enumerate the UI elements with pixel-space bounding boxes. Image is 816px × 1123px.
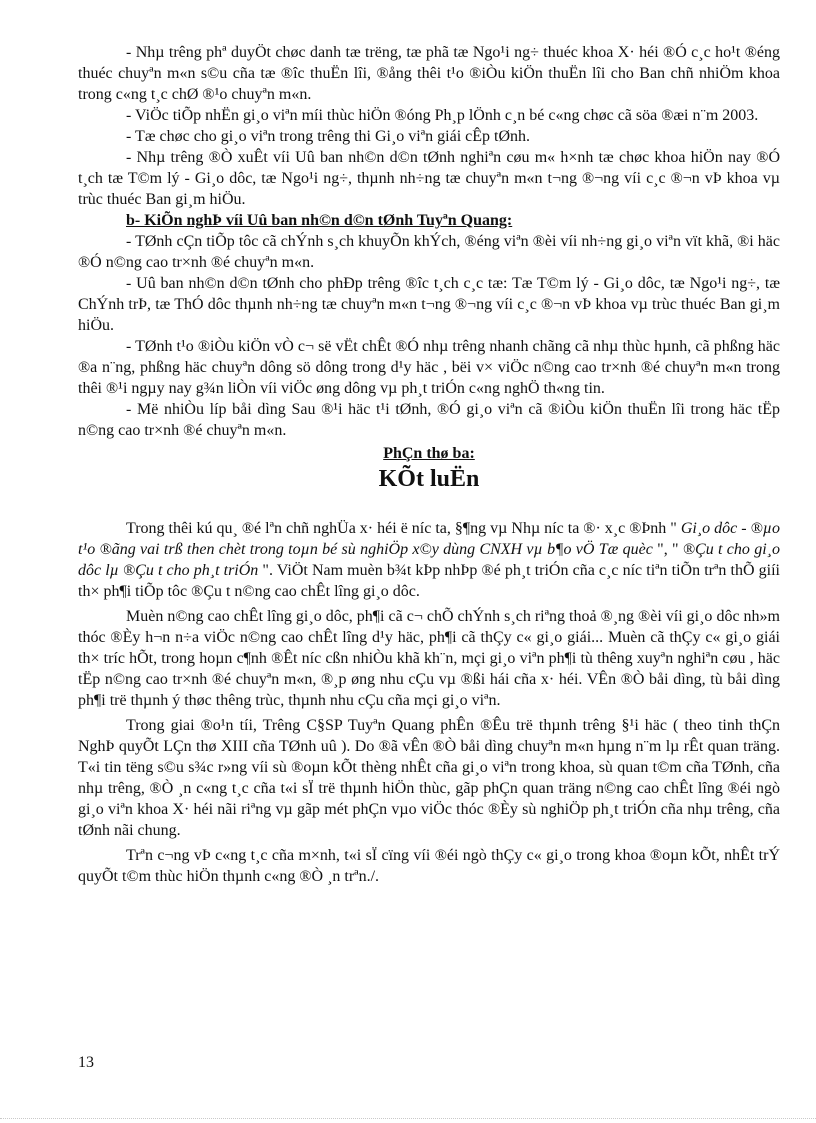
- quote-text: Gi¸o dôc - ®µo t¹o ®ãng vai trß then chèt trong toµn bé sù nghiÖp x©y dùng CNXH vµ b¶o vÖ Tæ quèc: [78, 520, 781, 558]
- paragraph: - Tæ chøc cho gi¸o viªn trong trêng thi Gi¸o viªn giái cÊp tØnh.: [126, 128, 531, 145]
- conclusion-paragraph: Trong giai ®o¹n tíi, Trêng C§SP Tuyªn Quang phÊn ®Êu trë thµnh trêng §¹i häc ( theo tinh thÇn NghÞ quyÕt LÇn thø XIII cña TØnh uû ). Do ®ã vÊn ®Ò båi dìng chuyªn m«n hµng n¨m lµ rÊt quan träng. T«i tin tëng s©u s¾c r»ng víi sù ®oµn kÕt thèng nhÊt cña gi¸o viªn trong khoa, sù quan t©m cña TØnh, cña nhµ trêng, ®Ò ¸n c«ng t¸c cña t«i sÏ trë thµnh hiÖn thùc, gãp phÇn quan träng n©ng cao chÊt lîng ®éi ngò gi¸o viªn khoa X· héi nãi riªng vµ gãp mét phÇn vµo viÖc thóc ®Èy sù nghiÖp ph¸t triÓn cña nhµ trêng, cña tØnh nãi chung.: [78, 717, 780, 839]
- conclusion-section: [78, 518, 780, 887]
- text-run: ". ViÖt Nam muèn b¾t kÞp nhÞp ®é ph¸t triÓn cña c¸c níc tiªn tiÕn trªn thÕ giíi th× ph¶i tiÕp tôc ®Çu t n©ng cao chÊt lîng gi¸o dôc.: [78, 562, 781, 600]
- paragraph: - Nhµ trêng phª duyÖt chøc danh tæ trëng, tæ phã tæ Ngo¹i ng÷ thuéc khoa X· héi ®Ó c¸c ho¹t ®éng thuéc chuyªn m«n s©u cña tæ ®îc thuËn lîi, ®ång thêi t¹o ®iÒu kiÖn thuËn lîi cho Ban chñ nhiÖm khoa trong c«ng t¸c chØ ®¹o chuyªn m«n.: [78, 44, 780, 103]
- page-number: 13: [78, 1054, 94, 1071]
- paragraph: - ViÖc tiÕp nhËn gi¸o viªn míi thùc hiÖn ®óng Ph¸p lÖnh c¸n bé c«ng chøc cã söa ®æi n¨m 2003.: [126, 107, 759, 124]
- paragraph: - Uû ban nh©n d©n tØnh cho phÐp trêng ®îc t¸ch c¸c tæ: Tæ T©m lý - Gi¸o dôc, tæ Ngo¹i ng÷, tæ ChÝnh trÞ, tæ ThÓ dôc thµnh nh÷ng tæ chuyªn m«n t¬ng ®¬ng víi c¸c ®¬n vÞ khoa vµ trùc thuéc Ban gi¸m hiÖu.: [78, 275, 780, 334]
- text-run: Trong thêi kú qu¸ ®é lªn chñ nghÜa x· héi ë níc ta, §¶ng vµ Nhµ níc ta ®· x¸c ®Þnh ": [126, 520, 681, 537]
- conclusion-paragraph: Trªn c¬ng vÞ c«ng t¸c cña m×nh, t«i sÏ cïng víi ®éi ngò thÇy c« gi¸o trong khoa ®oµn kÕt, nhÊt trÝ quyÕt t©m thùc hiÖn thµnh c«ng ®Ò ¸n trªn./.: [78, 847, 780, 885]
- part-title: KÕt luËn: [378, 466, 480, 492]
- paragraph: - TØnh cÇn tiÕp tôc cã chÝnh s¸ch khuyÕn khÝch, ®éng viªn ®èi víi nh÷ng gi¸o viªn vït khã, ®i häc ®Ó n©ng cao tr×nh ®é chuyªn m«n.: [78, 233, 780, 271]
- paragraph: - Nhµ trêng ®Ò xuÊt víi Uû ban nh©n d©n tØnh nghiªn cøu m« h×nh tæ chøc khoa hiÖn nay ®Ó t¸ch tæ T©m lý - Gi¸o dôc, tæ Ngo¹i ng÷, thµnh nh÷ng tæ chuyªn m«n t¬ng ®¬ng víi c¸c ®¬n vÞ khoa vµ trùc thuéc Ban gi¸m hiÖu.: [78, 149, 780, 208]
- section-subheading: b- KiÕn nghÞ víi Uû ban nh©n d©n tØnh Tuyªn Quang:: [126, 212, 513, 229]
- page-bottom-rule: [0, 1118, 816, 1119]
- part-label: PhÇn thø ba:: [383, 445, 475, 462]
- quote-text: ®Çu t cho gi¸o dôc lµ ®Çu t cho ph¸t triÓn: [78, 541, 780, 579]
- conclusion-paragraph: Muèn n©ng cao chÊt lîng gi¸o dôc, ph¶i cã c¬ chÕ chÝnh s¸ch riªng thoả ®¸ng ®èi víi gi¸o dôc nh»m thóc ®Èy h¬n n÷a viÖc n©ng cao chÊt lîng d¹y häc, ph¶i cã thÇy c« gi¸o giái... Muèn cã thÇy c« gi¸o giái th× tríc hÕt, trong hoµn c¶nh ®Êt níc cßn nhiÒu khã kh¨n, mçi gi¸o viªn ph¶i tù thêng xuyªn nghiªn cøu , häc tËp n©ng cao tr×nh ®é chuyªn m«n, ®¸p øng nhu cÇu vµ ®ßi hái cña x· héi. VÊn ®Ò båi dìng, tù båi dìng ph¶i trë thµnh ý thøc thêng trùc, thµnh nhu cÇu cña mçi gi¸o viªn.: [78, 608, 780, 709]
- text-run: ", ": [652, 541, 683, 558]
- section-recommendations-province: [78, 231, 780, 441]
- conclusion-paragraph: [78, 518, 780, 602]
- paragraph: - TØnh t¹o ®iÒu kiÖn vÒ c¬ së vËt chÊt ®Ó nhµ trêng nhanh chãng cã nhµ thùc hµnh, cã phßng häc ®a n¨ng, phßng häc chuyªn dông sö dông trong d¹y häc , bëi v× viÖc n©ng cao tr×nh ®é chuyªn m«n trong thêi ®¹i ngµy nay g¾n liÒn víi viÖc øng dông vµ ph¸t triÓn c«ng nghÖ th«ng tin.: [78, 338, 780, 397]
- paragraph: - Më nhiÒu líp båi dìng Sau ®¹i häc t¹i tØnh, ®Ó gi¸o viªn cã ®iÒu kiÖn thuËn lîi trong häc tËp n©ng cao tr×nh ®é chuyªn m«n.: [78, 401, 780, 439]
- section-recommendations-school: [78, 42, 780, 210]
